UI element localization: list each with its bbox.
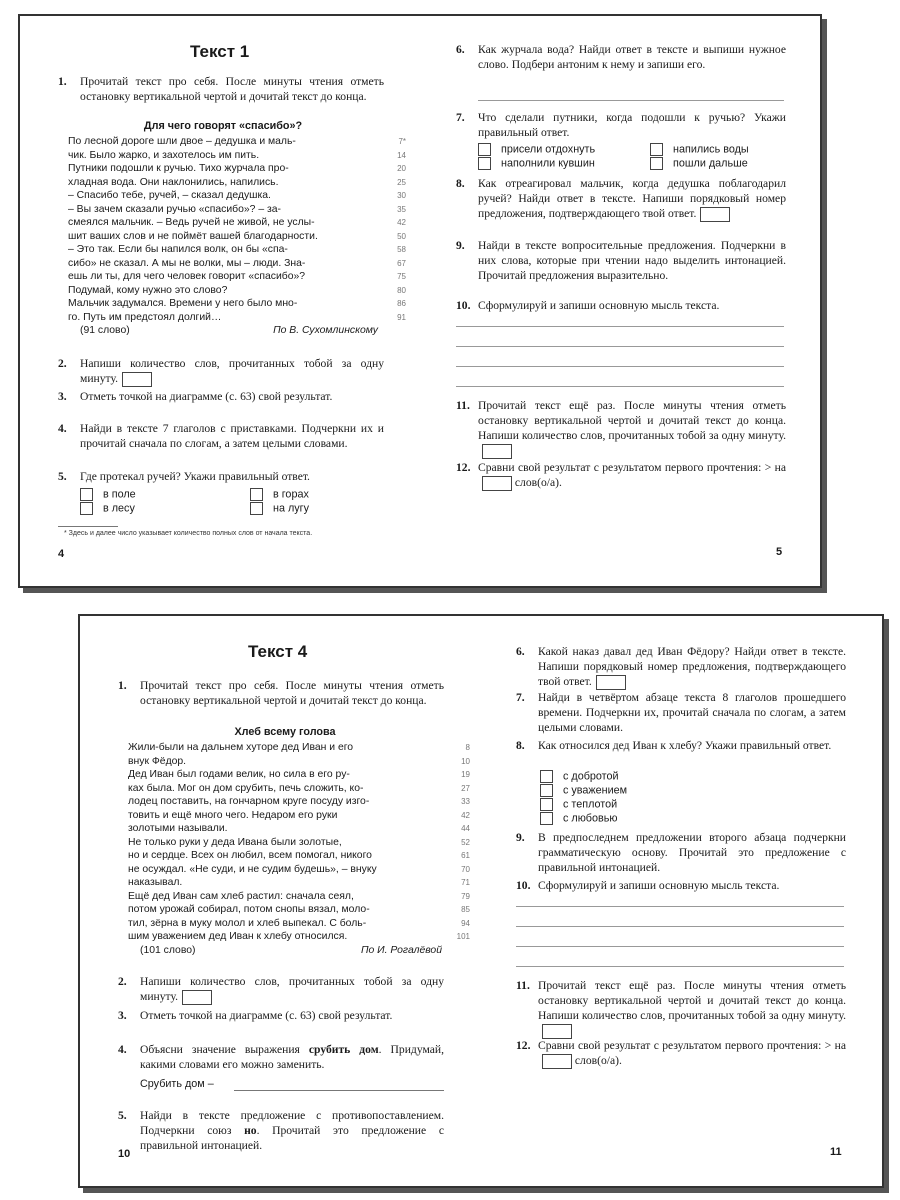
answer-line[interactable] [456,326,784,327]
answer-line[interactable] [516,946,844,947]
word-counter: 19 [461,770,470,779]
story-line-text: товить и ещё много чего. Недаром его руки [128,809,338,821]
story-line-text: смеялся мальчик. – Ведь ручей не живой, не услы- [68,217,315,228]
word-counter: 85 [461,905,470,914]
option[interactable]: наполнили кувшин [478,157,595,170]
option[interactable]: с любовью [540,812,617,825]
task-10: 10. Сформулируй и запиши основную мысль текста. [516,879,780,892]
word-counter: 70 [461,864,470,874]
story-line-text: – Вы зачем сказали ручью «спасибо»? – за- [68,203,282,215]
word-counter: 80 [397,285,406,295]
story-line-text: Не только руки у деда Ивана были золотые, [128,836,342,848]
story-line [128,917,470,931]
option[interactable]: с теплотой [540,798,617,811]
word-count: (101 слово) [140,944,196,956]
checkbox[interactable] [650,143,663,156]
story-line-text: хладная вода. Они наклонились, напились. [68,176,279,188]
story-line [128,876,470,890]
word-counter: 8 [465,743,470,752]
word-counter: 7* [398,137,406,146]
story-line [128,741,470,755]
task-9: 9. В предпоследнем предложении второго абзаца подчеркни грамматическую основу. Прочитай это предложение с правильной интонацией. [516,831,846,874]
word-counter: 61 [461,851,470,860]
word-counter: 33 [461,797,470,806]
option[interactable]: присели отдохнуть [478,143,595,156]
story-line [128,836,470,850]
answer-box[interactable] [700,207,730,222]
checkbox[interactable] [250,502,263,515]
story-credits [128,944,442,958]
task-4: 4. Найди в тексте 7 глаголов с приставками. Подчеркни их и прочитай сначала по слогам, а затем целыми словами. [58,422,384,450]
word-counter: 79 [461,891,470,901]
answer-line[interactable] [456,386,784,387]
story-line [68,243,406,257]
story-lines [68,135,406,324]
page-5 [420,16,820,586]
task-6: 6. Какой наказ давал дед Иван Фёдору? Найди ответ в тексте. Напиши порядковый номер предложения, подтверждающего твой ответ. [516,645,846,688]
word-counter: 50 [397,231,406,241]
answer-box[interactable] [596,675,626,690]
story-line [128,768,470,782]
story-line-text: – Спасибо тебе, ручей, – сказал дедушка. [68,190,271,201]
page-number-left: 10 [118,1148,131,1160]
answer-line[interactable] [456,366,784,367]
checkbox[interactable] [80,488,93,501]
story-line-text: чик. Было жарко, и захотелось им пить. [68,149,260,161]
story-line-text: лодец поставить, на гончарном круге посуду изго- [128,796,370,807]
page-number-right: 5 [776,546,783,558]
option[interactable]: с уважением [540,784,627,797]
checkbox[interactable] [540,784,553,797]
footnote-rule [58,526,118,527]
checkbox[interactable] [540,798,553,811]
story-line-text: не осуждал. «Не суди, и не судим будешь», – внуку [128,863,377,875]
story-line-text: ках была. Мог он дом срубить, печь сложить, ко- [128,782,364,794]
task-3: 3. Отметь точкой на диаграмме (с. 63) свой результат. [58,390,333,403]
story-title: Для чего говорят «спасибо»? [143,120,303,132]
story-line-text: Ещё дед Иван сам хлеб растил: сначала сеял, [128,890,354,902]
checkbox[interactable] [540,812,553,825]
word-counter: 101 [456,932,470,941]
task-8-options [540,770,840,828]
task-5-options [80,488,380,520]
task-1: 1. Прочитай текст про себя. После минуты чтения отметь остановку вертикальной чертой и дочитай текст до конца. [118,679,444,707]
story-line [128,930,470,944]
option[interactable]: пошли дальше [650,157,748,170]
task-12: 12. Сравни свой результат с результатом первого прочтения: > на слов(о/а). [516,1039,846,1067]
task-8: 8. Как относился дед Иван к хлебу? Укажи правильный ответ. [516,739,832,752]
story-line [68,297,406,311]
story-line [68,284,406,298]
word-counter: 52 [461,837,470,847]
word-counter: 42 [397,218,406,227]
story-line-text: – Это так. Если бы напился волк, он бы «спа- [68,244,288,255]
story-line-text: но и сердце. Всех он любил, всем помогал, никого [128,850,372,861]
word-counter: 71 [461,878,470,887]
checkbox[interactable] [250,488,263,501]
footnote: * Здесь и далее число указывает количество полных слов от начала текста. [64,530,313,537]
answer-line[interactable] [516,966,844,967]
checkbox[interactable] [650,157,663,170]
story-line-text: Жили-были на дальнем хуторе дед Иван и его [128,742,354,753]
story-line-text: сибо» не сказал. А мы не волки, мы – люди. Зна- [68,257,306,269]
page-number-left: 4 [58,548,65,560]
task-1: 1. Прочитай текст про себя. После минуты чтения отметь остановку вертикальной чертой и дочитай текст до конца. [58,75,384,103]
task-5: 5. Найди в тексте предложение с противопоставлением. Подчеркни союз но. Прочитай это предложение с правильной интонацией. [118,1109,444,1152]
answer-line[interactable] [456,346,784,347]
story-credits [68,324,378,338]
story-line [68,230,406,244]
story-line-text: Подумай, кому нужно это слово? [68,284,228,296]
word-counter: 67 [397,258,406,268]
page-10 [80,616,480,1186]
task-9: 9. Найди в тексте вопросительные предложения. Подчеркни в них слова, которые при чтении надо выделить интонацией. Прочитай предложения выразительно. [456,239,786,282]
task-8: 8. Как отреагировал мальчик, когда дедушка поблагодарил ручей? Найди ответ в тексте. Напиши порядковый номер предложения, подтверждающего твой ответ. [456,177,786,220]
story-line-text: По лесной дороге шли двое – дедушка и маль- [68,136,296,147]
answer-box[interactable] [482,476,512,491]
checkbox[interactable] [540,770,553,783]
story-line-text: тил, зёрна в муку молол и хлеб выпекал. С боль- [128,917,367,929]
workbook-spread-2 [78,614,884,1188]
story-line [68,203,406,217]
story-line [128,795,470,809]
word-counter: 25 [397,177,406,187]
story-line [68,216,406,230]
story-line [68,135,406,149]
story-title: Хлеб всему голова [234,726,336,738]
author: По В. Сухомлинскому [273,325,378,336]
answer-box[interactable] [542,1024,572,1039]
text-title: Текст 1 [190,42,250,61]
task-7: 7. Что сделали путники, когда подошли к ручью? Укажи правильный ответ. [456,111,786,139]
story-line [68,311,406,325]
story-text [128,726,470,957]
story-line [128,863,470,877]
story-line [128,755,470,769]
word-counter: 14 [397,150,406,160]
story-line [68,257,406,271]
answer-line[interactable] [516,926,844,927]
task-2: 2. Напиши количество слов, прочитанных тобой за одну минуту. [58,357,384,385]
story-line [68,270,406,284]
word-count: (91 слово) [80,325,130,336]
task-10: 10. Сформулируй и запиши основную мысль текста. [456,299,720,312]
task-4: 4. Объясни значение выражения срубить дом. Придумай, какими словами его можно заменить. [118,1043,444,1071]
story-line [68,176,406,190]
option[interactable]: напились воды [650,143,749,156]
checkbox[interactable] [478,143,491,156]
word-counter: 10 [461,756,470,766]
task-7-options [478,143,778,173]
story-line-text: шит ваших слов и не поймёт вашей благодарности. [68,230,318,242]
option[interactable]: с добротой [540,770,619,783]
word-counter: 27 [461,783,470,793]
word-counter: 30 [397,191,406,200]
task-5: 5. Где протекал ручей? Укажи правильный ответ. [58,470,310,483]
option[interactable]: на лугу [250,502,309,515]
story-line [128,890,470,904]
task-3: 3. Отметь точкой на диаграмме (с. 63) свой результат. [118,1009,393,1022]
word-counter: 75 [397,272,406,281]
answer-box[interactable] [182,990,212,1005]
checkbox[interactable] [80,502,93,515]
checkbox[interactable] [478,157,491,170]
story-line-text: наказывал. [128,877,183,888]
story-line [68,149,406,163]
word-counter: 86 [397,299,406,308]
option[interactable]: в лесу [80,502,135,515]
story-line-text: золотыми называли. [128,823,228,834]
task-11: 11. Прочитай текст ещё раз. После минуты чтения отметь остановку вертикальной чертой и дочитай текст до конца. Напиши количество слов, прочитанных тобой за одну минуту. [516,978,846,1039]
story-lines [128,741,470,944]
word-counter: 91 [397,312,406,322]
answer-line[interactable] [516,906,844,907]
workbook-spread-1 [18,14,822,588]
answer-line[interactable] [234,1090,444,1091]
answer-box[interactable] [482,444,512,459]
author: По И. Рогалёвой [360,944,442,956]
word-counter: 44 [461,824,470,833]
task-6: 6. Как журчала вода? Найди ответ в тексте и выпиши нужное слово. Подбери антоним к нему и запиши его. [456,43,786,71]
task-2: 2. Напиши количество слов, прочитанных тобой за одну минуту. [118,975,444,1003]
story-line-text: ешь ли ты, для чего человек говорит «спасибо»? [68,271,306,282]
story-line-text: Мальчик задумался. Времени у него было мно- [68,298,298,309]
word-counter: 94 [461,918,470,928]
page-11 [480,616,880,1186]
word-counter: 20 [397,164,406,173]
story-line-text: Дед Иван был годами велик, но сила в его ру- [128,769,350,780]
answer-box[interactable] [122,372,152,387]
word-counter: 35 [397,204,406,214]
story-line [128,849,470,863]
option[interactable]: в горах [250,488,309,501]
story-line-text: потом урожай собирал, потом снопы вязал, моло- [128,904,370,915]
story-line-text: го. Путь им предстоял долгий… [68,311,222,323]
story-line-text: шим уважением дед Иван к хлебу относился. [128,931,348,942]
word-counter: 58 [397,245,406,254]
page-4 [20,16,420,586]
story-line-text: внук Фёдор. [128,755,187,767]
option[interactable]: в поле [80,488,136,501]
story-line [68,189,406,203]
task-7: 7. Найди в четвёртом абзаце текста 8 глаголов прошедшего времени. Подчеркни их, прочитай сначала по слогам, а затем целыми словами. [516,691,846,734]
story-line [128,782,470,796]
task-12: 12. Сравни свой результат с результатом первого прочтения: > на слов(о/а). [456,461,786,489]
page-number-right: 11 [830,1146,842,1158]
task-4-fill: Срубить дом – [140,1078,446,1094]
story-line [128,822,470,836]
story-line [128,809,470,823]
story-line [68,162,406,176]
word-counter: 42 [461,810,470,820]
task-11: 11. Прочитай текст ещё раз. После минуты чтения отметь остановку вертикальной чертой и дочитай текст до конца. Напиши количество слов, прочитанных тобой за одну минуту. [456,398,786,459]
story-text [68,120,406,338]
answer-box[interactable] [542,1054,572,1069]
answer-line[interactable] [478,100,784,101]
story-line [128,903,470,917]
text-title: Текст 4 [248,642,308,661]
story-line-text: Путники подошли к ручью. Тихо журчала про- [68,163,289,174]
